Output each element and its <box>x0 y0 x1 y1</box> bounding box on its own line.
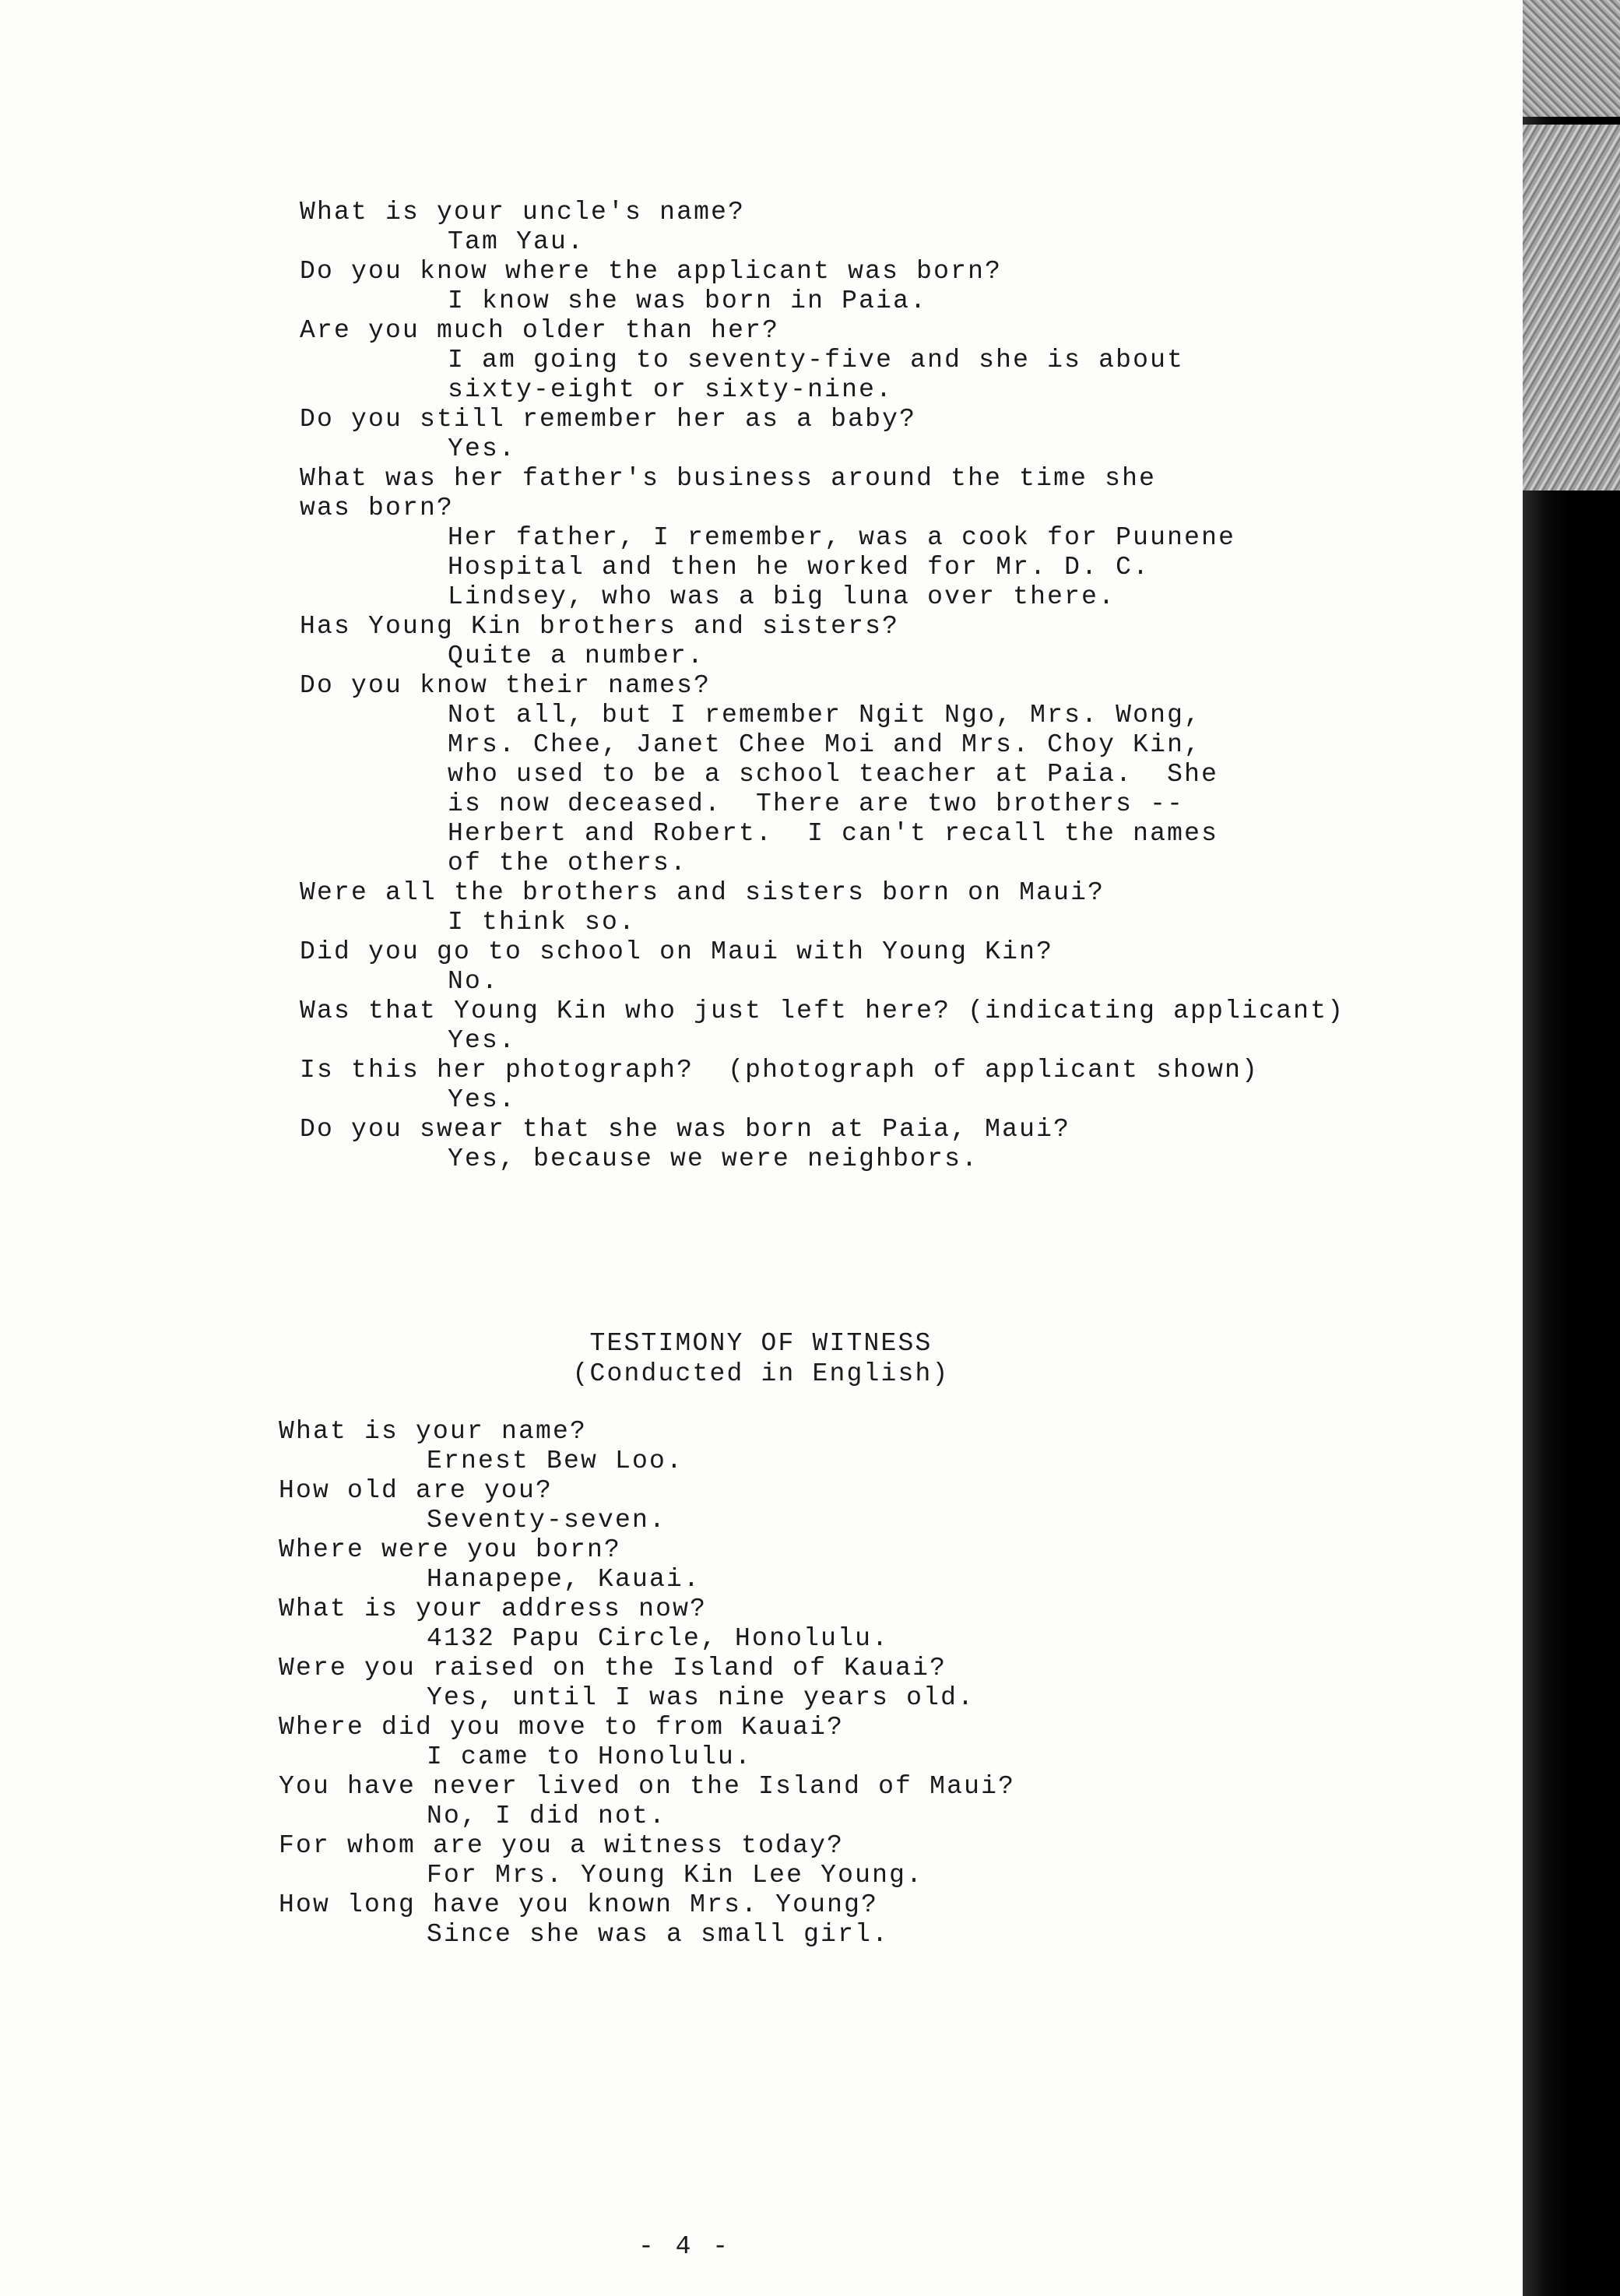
answer-line: Her father, I remember, was a cook for Puunene <box>448 523 1236 552</box>
answer-line: of the others. <box>448 849 688 877</box>
answer-line: For Mrs. Young Kin Lee Young. <box>427 1861 924 1890</box>
answer-line: Yes, because we were neighbors. <box>448 1144 979 1173</box>
answer-line: Hanapepe, Kauai. <box>427 1565 701 1594</box>
question-line: Did you go to school on Maui with Young Kin? <box>300 937 1054 966</box>
question-line: What was her father's business around the time she <box>300 464 1157 493</box>
answer-line: Ernest Bew Loo. <box>427 1447 684 1475</box>
answer-line: Hospital and then he worked for Mr. D. C. <box>448 553 1151 582</box>
answer-line: I know she was born in Paia. <box>448 287 928 315</box>
question-line: Where did you move to from Kauai? <box>279 1713 845 1742</box>
testimony-part-2 <box>279 1417 1015 1950</box>
question-line: was born? <box>300 494 455 522</box>
question-line: Is this her photograph? (photograph of applicant shown) <box>300 1056 1260 1085</box>
answer-line: I am going to seventy-five and she is about <box>448 346 1185 374</box>
answer-line: Yes. <box>448 1026 517 1055</box>
question-line: What is your address now? <box>279 1595 708 1623</box>
answer-line: No, I did not. <box>427 1802 667 1830</box>
answer-line: I think so. <box>448 908 637 937</box>
section-subtitle: (Conducted in English) <box>572 1359 950 1388</box>
answer-line: No. <box>448 967 500 996</box>
question-line: How old are you? <box>279 1476 553 1505</box>
answer-line: is now deceased. There are two brothers -- <box>448 789 1185 818</box>
question-line: What is your uncle's name? <box>300 198 746 227</box>
answer-line: sixty-eight or sixty-nine. <box>448 375 894 404</box>
question-line: Were you raised on the Island of Kauai? <box>279 1654 947 1682</box>
answer-line: Since she was a small girl. <box>427 1920 890 1949</box>
answer-line: Quite a number. <box>448 642 705 670</box>
answer-line: I came to Honolulu. <box>427 1742 753 1771</box>
question-line: Do you know their names? <box>300 671 712 700</box>
answer-line: Yes. <box>448 1085 517 1114</box>
answer-line: who used to be a school teacher at Paia. She <box>448 760 1219 789</box>
question-line: Was that Young Kin who just left here? (indicating applicant) <box>300 997 1345 1025</box>
answer-line: Not all, but I remember Ngit Ngo, Mrs. Wong, <box>448 701 1202 730</box>
answer-line: Yes, until I was nine years old. <box>427 1683 975 1712</box>
question-line: You have never lived on the Island of Maui? <box>279 1772 1016 1801</box>
question-line: How long have you known Mrs. Young? <box>279 1890 879 1919</box>
question-line: Do you know where the applicant was born? <box>300 257 1003 286</box>
answer-line: Seventy-seven. <box>427 1506 667 1535</box>
question-line: Are you much older than her? <box>300 316 780 345</box>
answer-line: Yes. <box>448 434 517 463</box>
page-number: - 4 - <box>638 2232 732 2261</box>
answer-line: 4132 Papu Circle, Honolulu. <box>427 1624 890 1653</box>
testimony-part-1 <box>300 198 1344 1174</box>
answer-line: Tam Yau. <box>448 227 585 256</box>
scan-edge-texture-top <box>1523 0 1620 117</box>
answer-line: Lindsey, who was a big luna over there. <box>448 582 1116 611</box>
scan-edge-texture-band <box>1523 125 1620 490</box>
question-line: What is your name? <box>279 1417 588 1446</box>
section-title: TESTIMONY OF WITNESS <box>589 1329 933 1358</box>
answer-line: Mrs. Chee, Janet Chee Moi and Mrs. Choy Kin, <box>448 730 1202 759</box>
question-line: Do you swear that she was born at Paia, Maui? <box>300 1115 1071 1144</box>
question-line: Where were you born? <box>279 1535 622 1564</box>
question-line: Do you still remember her as a baby? <box>300 405 917 434</box>
question-line: Were all the brothers and sisters born on Maui? <box>300 878 1105 907</box>
question-line: For whom are you a witness today? <box>279 1831 845 1860</box>
answer-line: Herbert and Robert. I can't recall the names <box>448 819 1219 848</box>
question-line: Has Young Kin brothers and sisters? <box>300 612 900 641</box>
